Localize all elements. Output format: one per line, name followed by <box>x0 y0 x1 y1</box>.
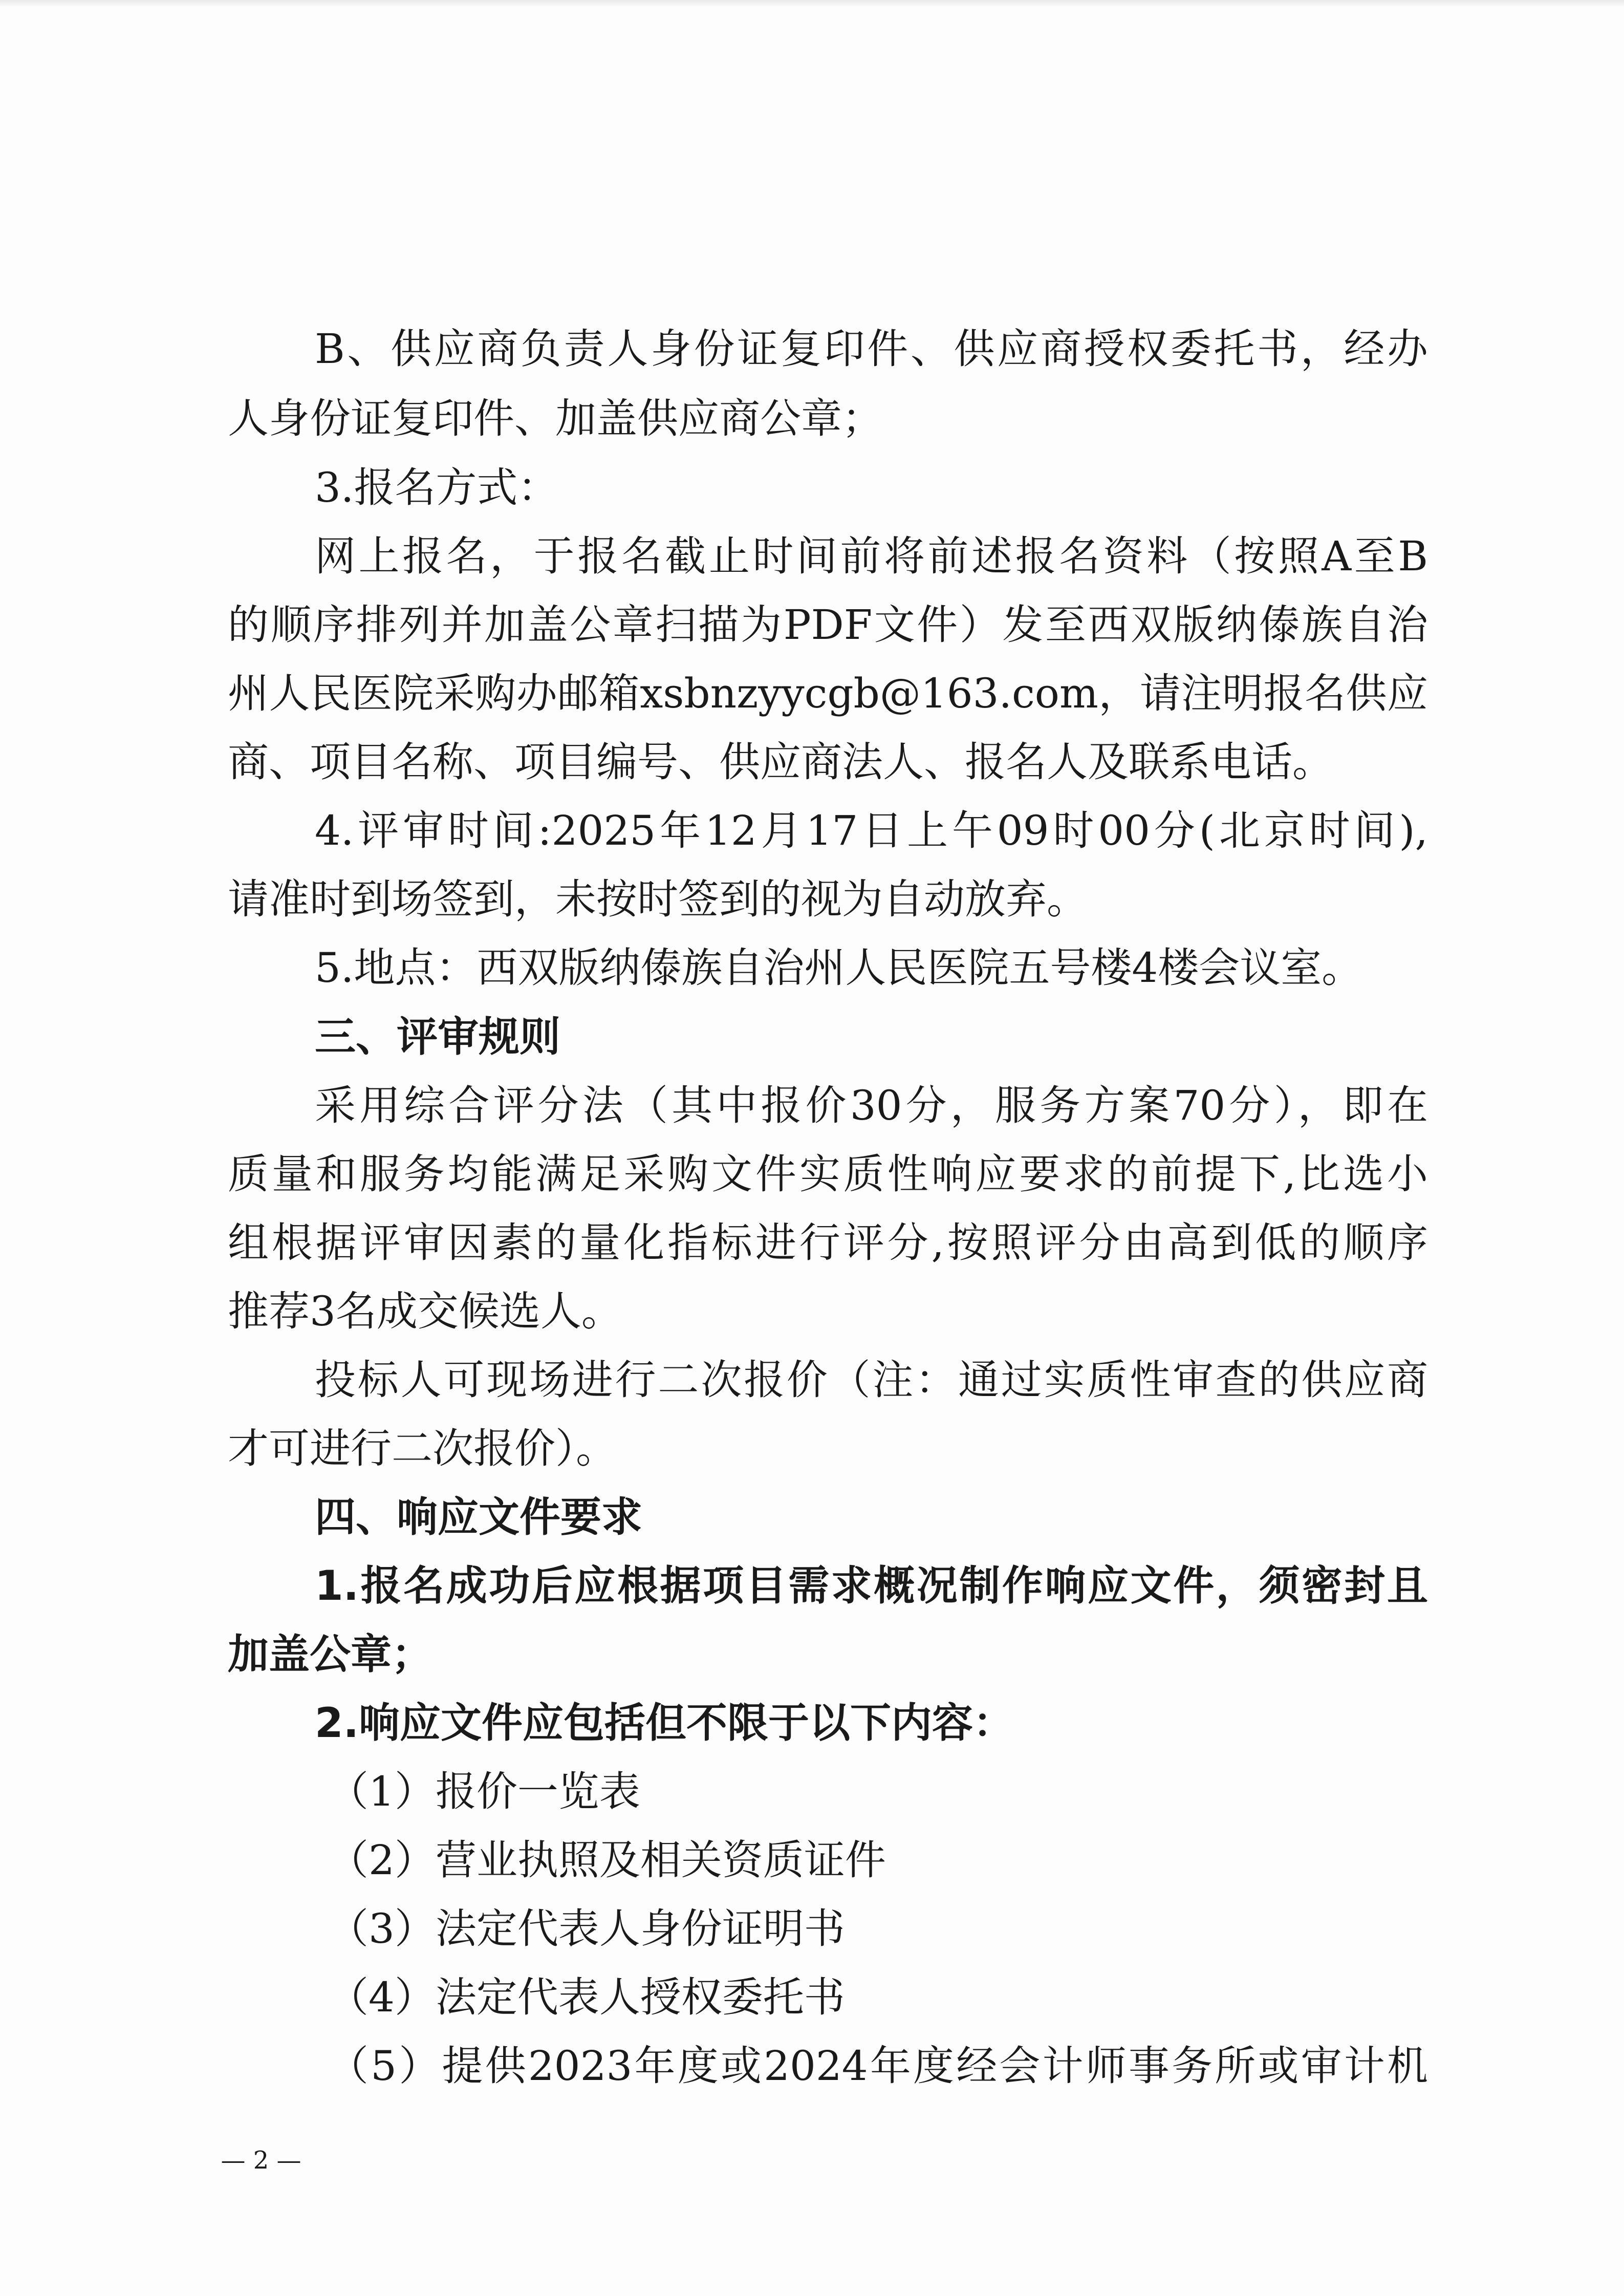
paragraph-line: 5.地点：西双版纳傣族自治州人民医院五号楼4楼会议室。 <box>315 944 1363 992</box>
bold-paragraph-line: 1.报名成功后应根据项目需求概况制作响应文件，须密封且 <box>315 1562 1428 1610</box>
list-item: （4）法定代表人授权委托书 <box>328 1973 845 2021</box>
paragraph-line: 采用综合评分法（其中报价30分，服务方案70分），即在 <box>315 1082 1428 1129</box>
paragraph-line: 才可进行二次报价）。 <box>228 1425 617 1472</box>
paragraph-line: 人身份证复印件、加盖供应商公章； <box>228 395 883 442</box>
list-item: （2）营业执照及相关资质证件 <box>328 1836 886 1884</box>
section-heading: 四、响应文件要求 <box>315 1493 642 1541</box>
section-heading: 三、评审规则 <box>315 1013 560 1061</box>
bold-paragraph-line: 2.响应文件应包括但不限于以下内容： <box>315 1699 1014 1747</box>
page-number: — 2 — <box>221 2146 301 2175</box>
paragraph-line: B、供应商负责人身份证复印件、供应商授权委托书，经办 <box>315 325 1428 373</box>
paragraph-line: 组根据评审因素的量化指标进行评分,按照评分由高到低的顺序 <box>228 1219 1428 1267</box>
paragraph-line: 投标人可现场进行二次报价（注：通过实质性审查的供应商 <box>315 1356 1428 1404</box>
bold-paragraph-line: 加盖公章； <box>228 1630 432 1678</box>
paragraph-line: 4.评审时间:2025年12月17日上午09时00分(北京时间), <box>315 807 1428 854</box>
section-label: 3.报名方式： <box>315 464 559 511</box>
scan-edge <box>0 0 1624 7</box>
paragraph-line: 网上报名，于报名截止时间前将前述报名资料（按照A至B <box>315 532 1428 580</box>
paragraph-line: 州人民医院采购办邮箱xsbnzyycgb@163.com，请注明报名供应 <box>228 670 1428 717</box>
list-item: （3）法定代表人身份证明书 <box>328 1905 845 1952</box>
paragraph-line: 请准时到场签到，未按时签到的视为自动放弃。 <box>228 875 1088 923</box>
list-item: （5）提供2023年度或2024年度经会计师事务所或审计机 <box>328 2042 1428 2090</box>
paragraph-line: 推荐3名成交候选人。 <box>228 1288 622 1335</box>
paragraph-line: 商、项目名称、项目编号、供应商法人、报名人及联系电话。 <box>228 738 1333 786</box>
paragraph-line: 质量和服务均能满足采购文件实质性响应要求的前提下,比选小 <box>228 1150 1428 1198</box>
paragraph-line: 的顺序排列并加盖公章扫描为PDF文件）发至西双版纳傣族自治 <box>228 601 1428 649</box>
list-item: （1）报价一览表 <box>328 1768 640 1815</box>
